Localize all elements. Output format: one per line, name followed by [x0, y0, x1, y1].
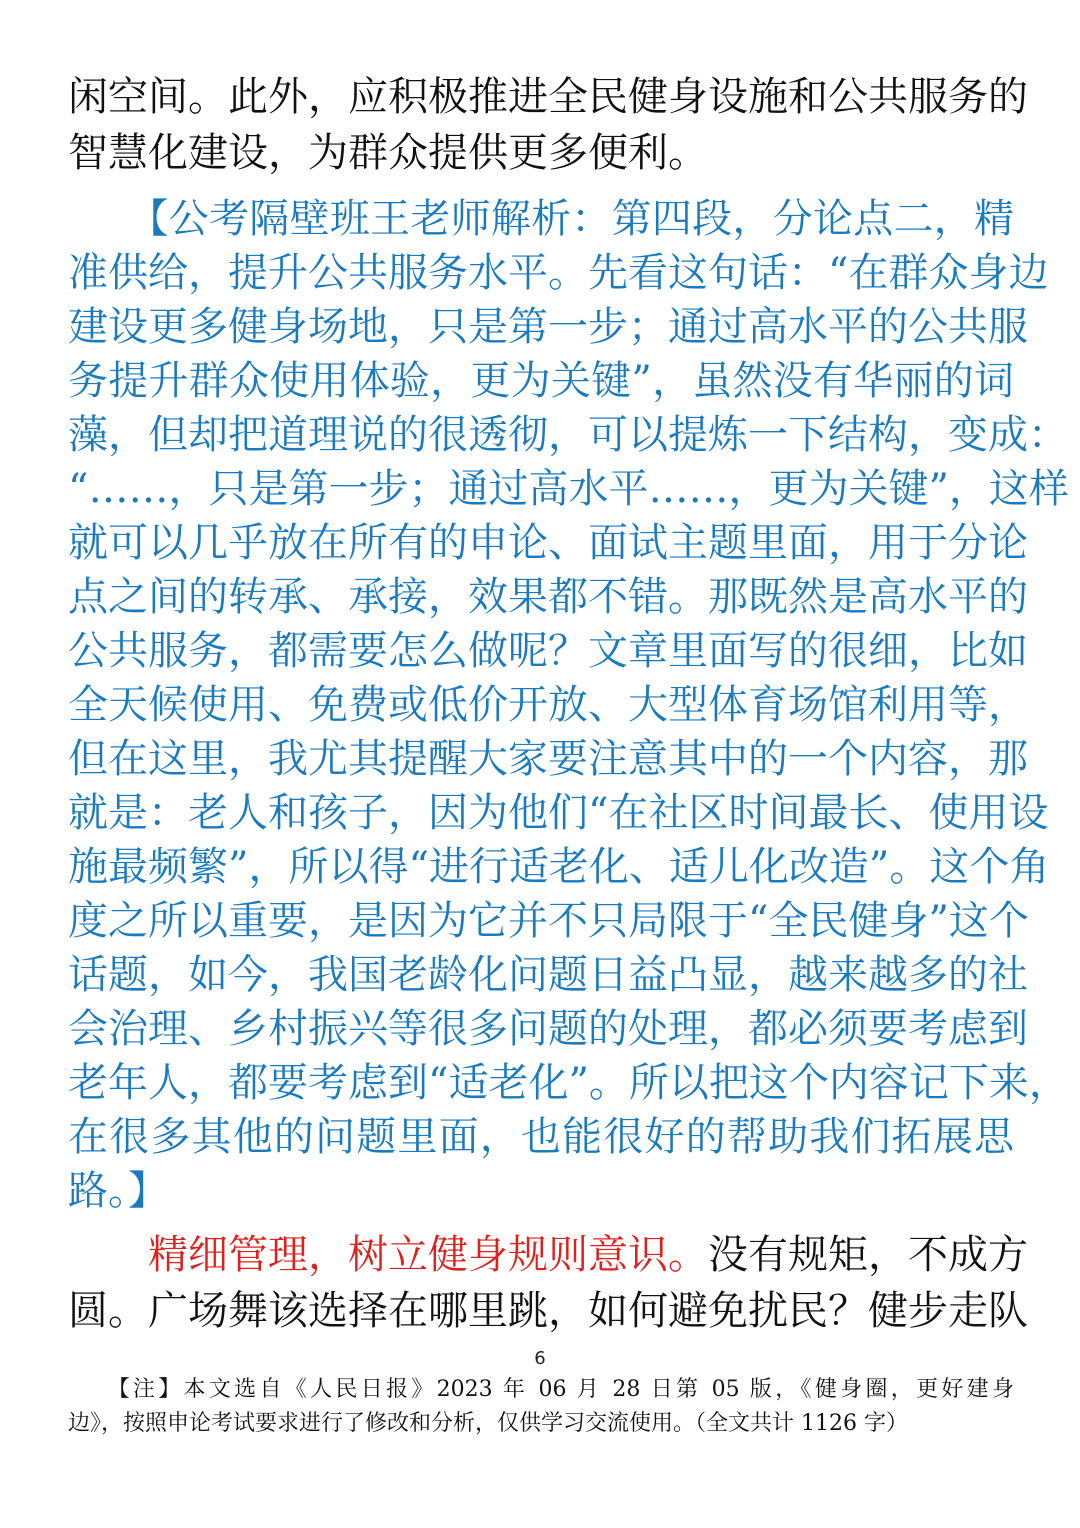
footer-note-line: 【注】本文选自《人民日报》2023 年 06 月 28 日第 05 版，《健身圈，更好建身 [68, 1377, 1014, 1402]
analysis-line: 准供给，提升公共服务水平。先看这句话：“在群众身边 [68, 250, 1049, 296]
analysis-line: 老年人，都要考虑到“适老化”。所以把这个内容记下来， [68, 1060, 1069, 1106]
page-number: 6 [534, 1348, 546, 1369]
analysis-line: “……，只是第一步；通过高水平……，更为关键”，这样 [68, 466, 1069, 512]
analysis-line: 就是：老人和孩子，因为他们“在社区时间最长、使用设 [68, 790, 1049, 836]
analysis-line: 但在这里，我尤其提醒大家要注意其中的一个内容，那 [68, 736, 1028, 782]
analysis-line: 就可以几乎放在所有的申论、面试主题里面，用于分论 [68, 520, 1028, 566]
subheading-line [68, 1228, 1028, 1282]
analysis-line: 话题，如今，我国老龄化问题日益凸显，越来越多的社 [68, 952, 1028, 998]
analysis-line: 全天候使用、免费或低价开放、大型体育场馆利用等， [68, 682, 1028, 728]
paragraph-indent [68, 1232, 148, 1278]
analysis-line: 建设更多健身场地，只是第一步；通过高水平的公共服 [68, 304, 1028, 350]
footer-note-line: 边》，按照申论考试要求进行了修改和分析，仅供学习交流使用。（全文共计 1126 字） [68, 1411, 908, 1436]
analysis-line: 会治理、乡村振兴等很多问题的处理，都必须要考虑到 [68, 1006, 1028, 1052]
analysis-line: 【公考隔壁班王老师解析：第四段，分论点二，精 [68, 196, 1014, 242]
analysis-line: 施最频繁”，所以得“进行适老化、适儿化改造”。这个角 [68, 844, 1050, 890]
analysis-line: 务提升群众使用体验，更为关键”，虽然没有华丽的词 [68, 358, 1014, 404]
analysis-line: 公共服务，都需要怎么做呢？文章里面写的很细，比如 [68, 628, 1028, 674]
body-line: 智慧化建设，为群众提供更多便利。 [68, 130, 708, 176]
analysis-line: 在很多其他的问题里面，也能很好的帮助我们拓展思 [68, 1114, 1014, 1160]
section-heading: 精细管理，树立健身规则意识。 [148, 1232, 708, 1278]
body-line: 闲空间。此外，应积极推进全民健身设施和公共服务的 [68, 74, 1028, 120]
analysis-line: 点之间的转承、承接，效果都不错。那既然是高水平的 [68, 574, 1028, 620]
analysis-line: 路。】 [68, 1168, 168, 1214]
analysis-line: 藻，但却把道理说的很透彻，可以提炼一下结构，变成： [68, 412, 1068, 458]
body-text: 没有规矩，不成方 [708, 1232, 1028, 1278]
analysis-line: 度之所以重要，是因为它并不只局限于“全民健身”这个 [68, 898, 1029, 944]
body-line: 圆。广场舞该选择在哪里跳，如何避免扰民？健步走队 [68, 1288, 1028, 1334]
